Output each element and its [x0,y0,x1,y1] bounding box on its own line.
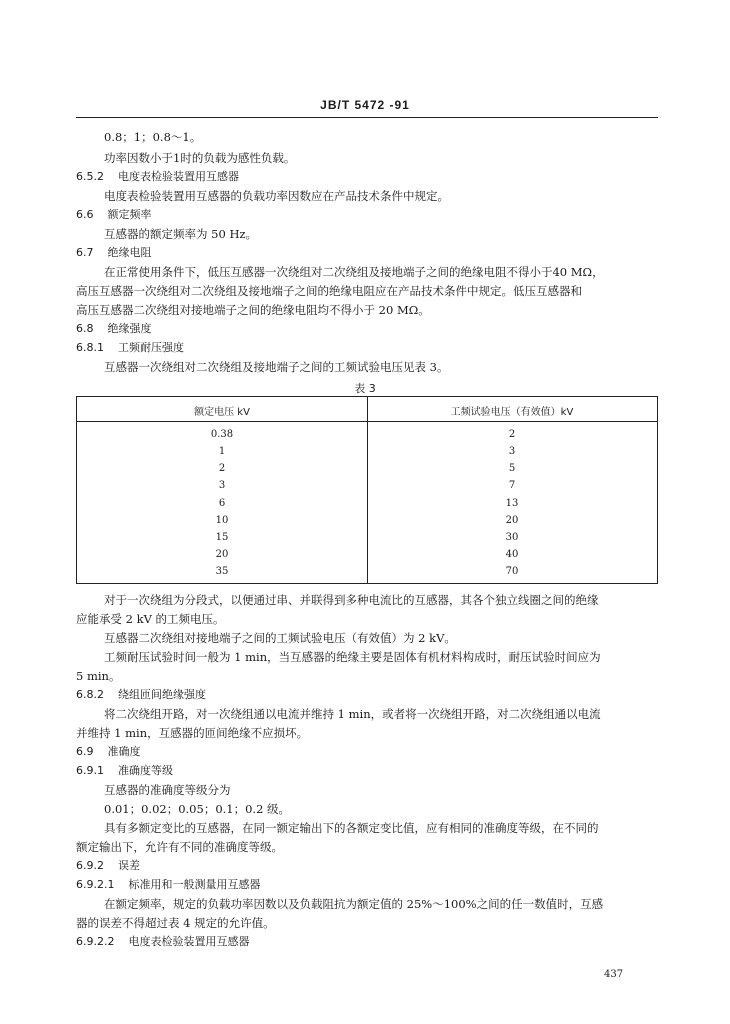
table-cell: 15 [215,532,229,543]
text-line: 高压互感器二次绕组对接地端子之间的绝缘电阻均不得小于 20 MΩ。 [76,303,430,317]
text-line: 并维持 1 min，互感器的匝间绝缘不应损坏。 [76,726,309,740]
table-cell: 6 [218,498,226,509]
section-title: 准确度 [107,745,141,758]
text-line: 额定输出下，允许有不同的准确度等级。 [76,840,283,854]
table-cell: 2 [508,429,516,440]
section-heading [76,764,173,778]
table-cell: 3 [508,446,516,457]
section-title: 电度表检验装置用互感器 [128,935,250,948]
section-heading [76,859,140,873]
table-cell: 10 [215,515,229,526]
section-title: 额定频率 [107,208,152,221]
text-line: 0.01；0.02；0.05；0.1；0.2 级。 [104,802,291,816]
section-heading [76,935,249,949]
text-line: 对于一次绕组为分段式，以便通过串、并联得到多种电流比的互感器，其各个独立线圈之间的绝缘 [104,593,599,607]
section-number: 6.8 [76,322,94,335]
page-number: 437 [604,969,624,980]
table-cell: 1 [218,446,226,457]
section-number: 6.7 [76,246,94,259]
text-line: 将二次绕组开路，对一次绕组通以电流并维持 1 min，或者将一次绕组开路，对二次绕组通以电流 [104,707,601,721]
text-line: 互感器的额定频率为 50 Hz。 [104,227,258,241]
text-line: 0.8；1；0.8～1。 [104,130,202,144]
table-cell: 2 [218,463,226,474]
table-cell: 0.38 [210,429,234,440]
section-number: 6.8.2 [76,688,104,701]
text-line: 电度表检验装置用互感器的负载功率因数应在产品技术条件中规定。 [104,189,449,203]
table-cell: 35 [215,566,229,577]
table-caption: 表 3 [354,382,376,395]
text-line: 工频耐压试验时间一般为 1 min，当互感器的绝缘主要是固体有机材料构成时，耐压试验时间应为 [104,650,601,664]
section-title: 误差 [118,859,140,872]
text-line: 功率因数小于1时的负载为感性负载。 [104,151,296,165]
table-header-rated-voltage: 额定电压 kV [194,407,250,418]
section-title: 工频耐压强度 [118,341,184,354]
section-heading [76,688,206,702]
section-heading [76,341,184,355]
section-heading [76,170,239,184]
section-number: 6.9.2.2 [76,935,115,948]
section-heading [76,208,152,222]
section-title: 绝缘电阻 [107,246,152,259]
header-rule [76,117,658,118]
section-title: 绝缘强度 [107,322,152,335]
text-line: 互感器二次绕组对接地端子之间的工频试验电压（有效值）为 2 kV。 [104,631,456,645]
table-cell: 7 [508,480,516,491]
table-cell: 20 [215,549,229,560]
section-title: 准确度等级 [118,764,173,777]
section-number: 6.9.2.1 [76,878,115,891]
section-number: 6.9 [76,745,94,758]
table-header-test-voltage: 工频试验电压（有效值）kV [450,407,574,418]
page-header: JB/T 5472 -91 [320,98,410,112]
section-heading [76,745,141,759]
section-heading [76,878,260,892]
section-title: 电度表检验装置用互感器 [118,170,239,183]
text-line: 5 min。 [76,669,121,683]
text-line: 应能承受 2 kV 的工频电压。 [76,612,225,626]
section-number: 6.6 [76,208,94,221]
table-cell: 3 [218,480,226,491]
section-title: 标准用和一般测量用互感器 [128,878,261,891]
section-title: 绕组匝间绝缘强度 [118,688,206,701]
section-number: 6.9.2 [76,859,104,872]
table-3 [76,396,658,584]
table-cell: 30 [505,532,519,543]
text-line: 在正常使用条件下，低压互感器一次绕组对二次绕组及接地端子之间的绝缘电阻不得小于40 MΩ， [104,265,604,279]
text-line: 具有多额定变比的互感器，在同一额定输出下的各额定变比值，应有相同的准确度等级，在不同的 [104,821,599,835]
table-cell: 20 [505,515,519,526]
section-heading [76,322,152,336]
text-line: 互感器一次绕组对二次绕组及接地端子之间的工频试验电压见表 3。 [104,360,449,374]
table-cell: 5 [508,463,516,474]
text-line: 互感器的准确度等级分为 [104,783,231,797]
section-heading [76,246,152,260]
text-line: 在额定频率，规定的负载功率因数以及负载阻抗为额定值的 25%～100%之间的任一数值时，互感 [104,897,604,911]
table-header-divider [77,421,657,422]
table-cell: 70 [505,566,519,577]
text-line: 器的误差不得超过表 4 规定的允许值。 [76,916,275,930]
table-cell: 13 [505,498,519,509]
table-cell: 40 [505,549,519,560]
section-number: 6.5.2 [76,170,104,183]
section-number: 6.9.1 [76,764,104,777]
section-number: 6.8.1 [76,341,104,354]
text-line: 高压互感器一次绕组对二次绕组及接地端子之间的绝缘电阻应在产品技术条件中规定。低压互感器和 [76,284,582,298]
